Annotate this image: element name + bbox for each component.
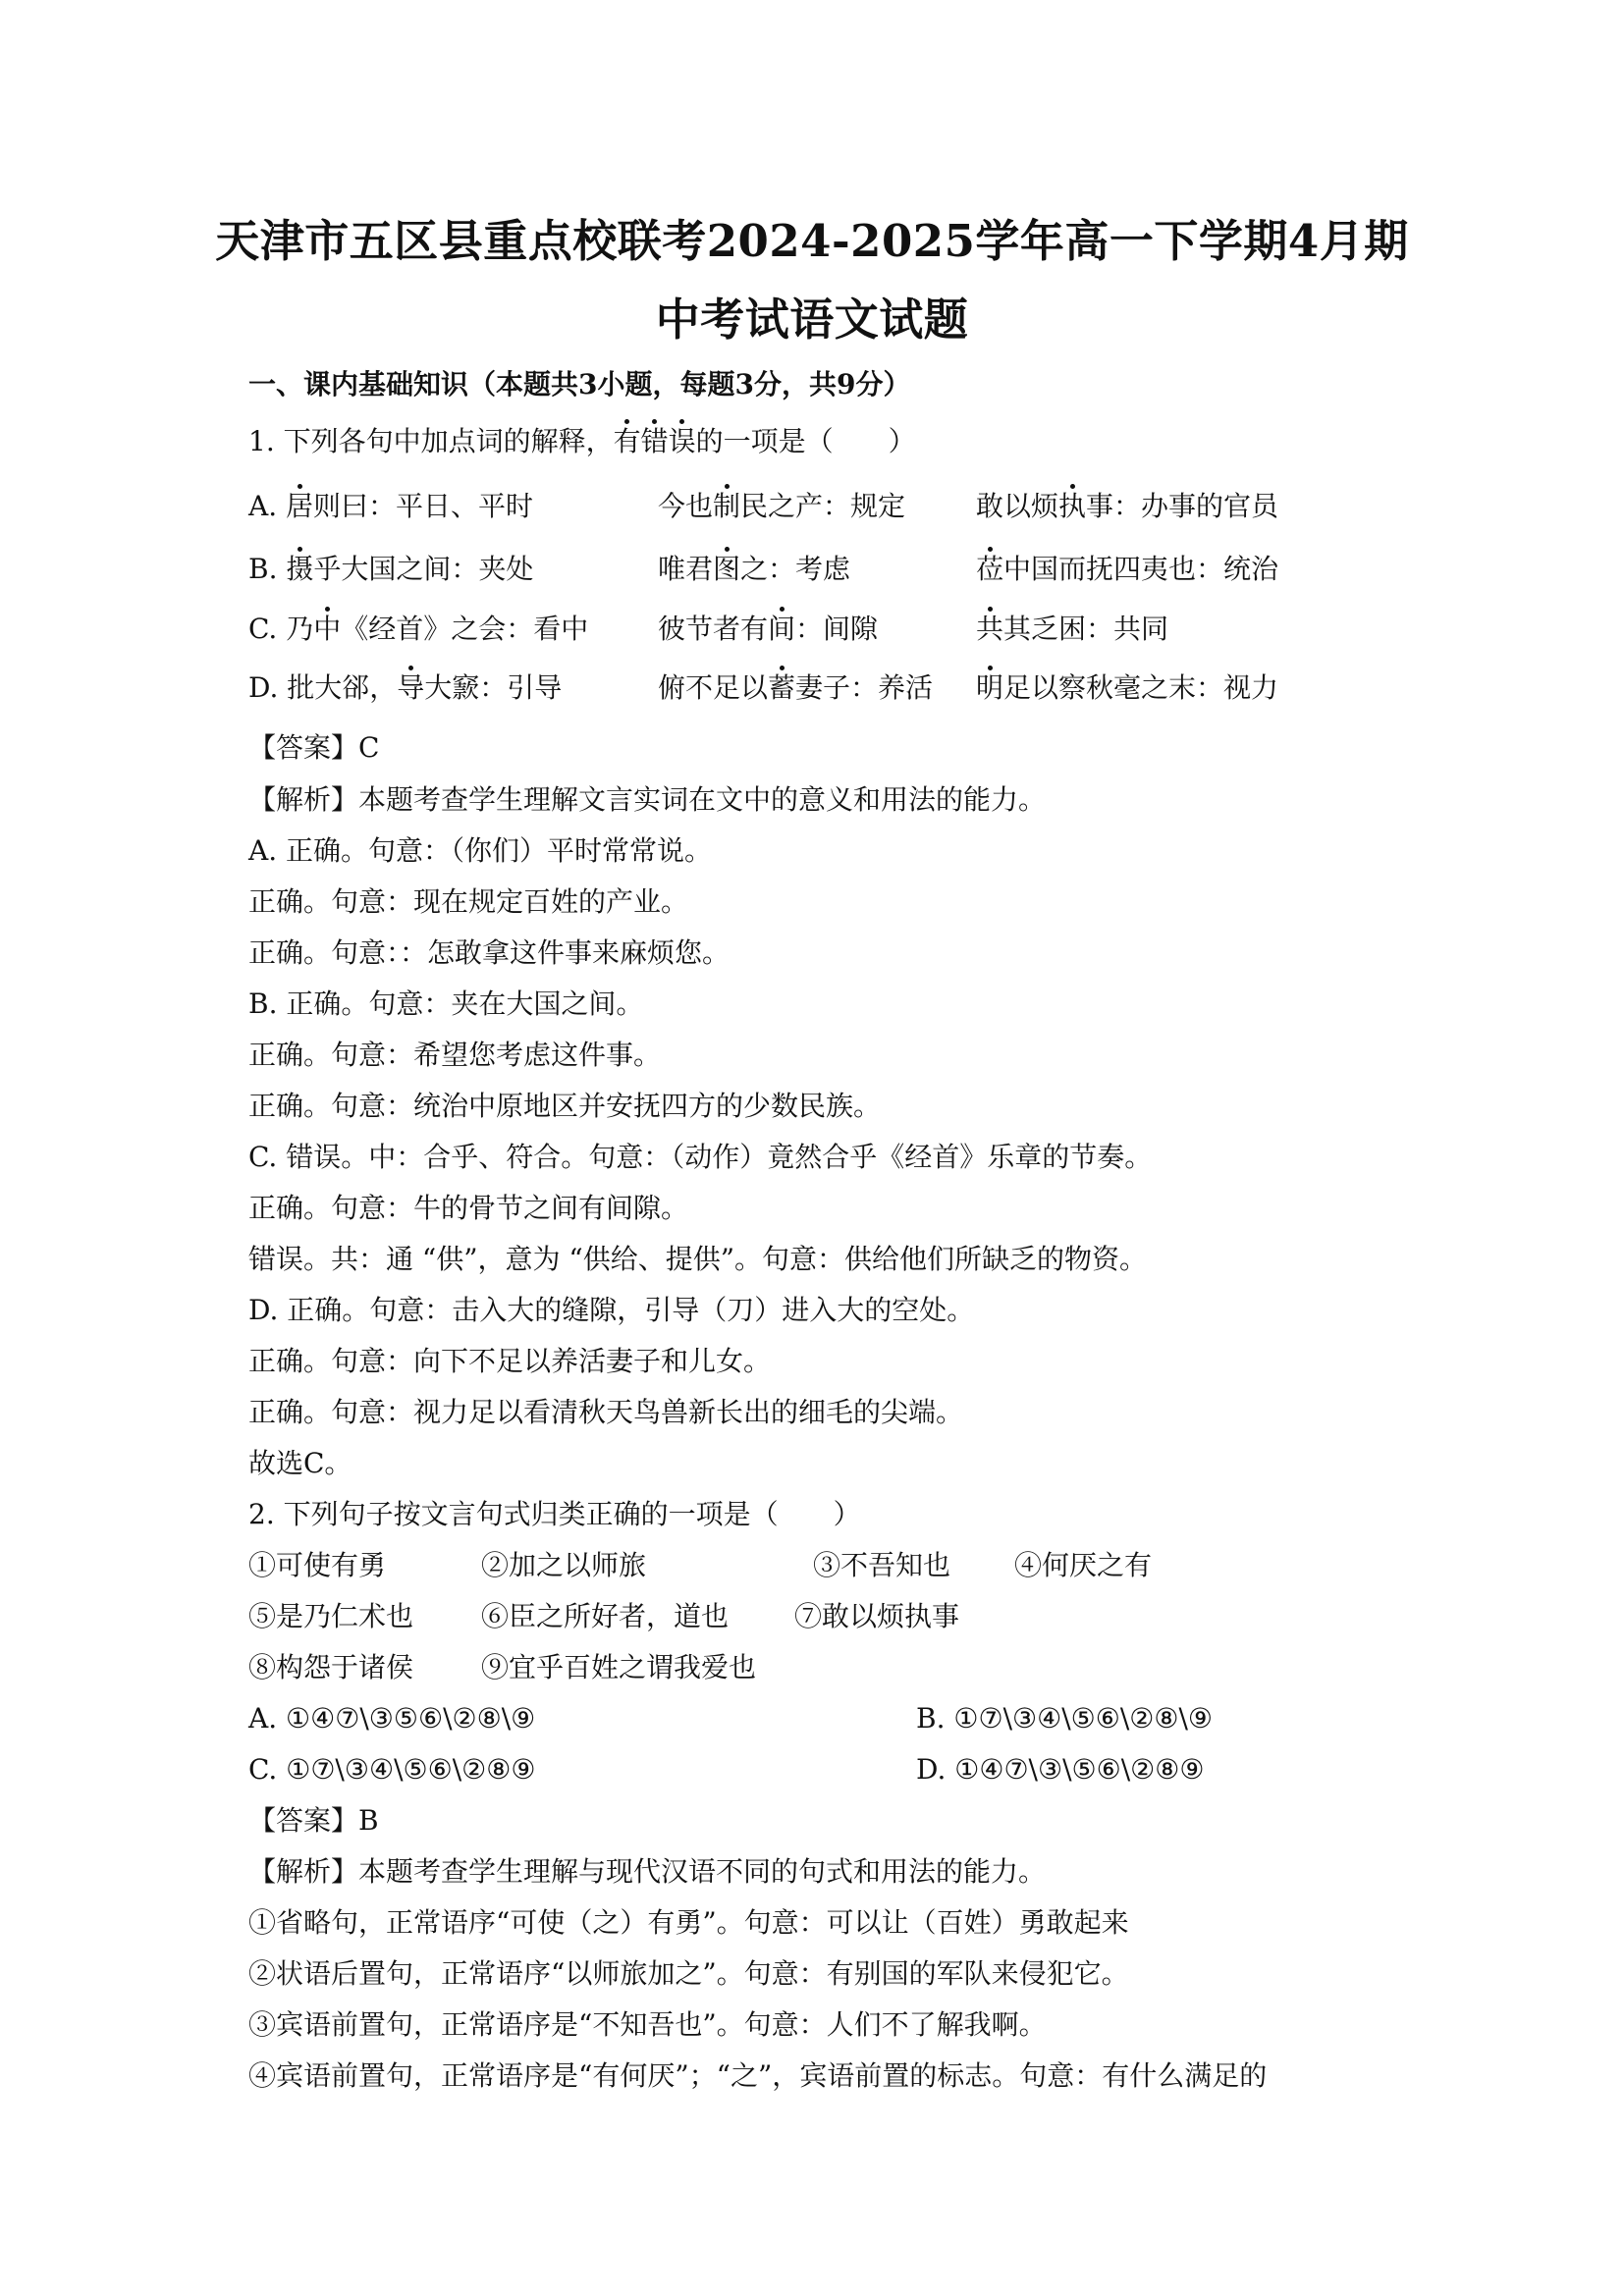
dotted-char: 莅 xyxy=(976,551,1003,588)
question-2-option-b: B. ①⑦\③④\⑤⑥\②⑧\⑨ xyxy=(916,1702,1214,1735)
sentence-item: ④何厌之有 xyxy=(1014,1549,1153,1581)
sentence-item: ⑤是乃仁术也 xyxy=(248,1600,414,1632)
question-1-answer: 【答案】C xyxy=(248,731,380,764)
dotted-char: 中 xyxy=(313,611,341,648)
option-d-item-3: 明足以察秋毫之末：视力 xyxy=(976,669,1278,707)
analysis-line: 正确。句意：现在规定百姓的产业。 xyxy=(248,885,689,918)
dotted-char: 错 xyxy=(641,423,669,460)
question-2-option-c: C. ①⑦\③④\⑤⑥\②⑧⑨ xyxy=(248,1753,536,1786)
sentence-item: ③不吾知也 xyxy=(813,1549,951,1581)
sentence-item: ⑨宜乎百姓之谓我爱也 xyxy=(481,1651,757,1683)
analysis-line: 【解析】本题考查学生理解与现代汉语不同的句式和用法的能力。 xyxy=(248,1855,1047,1888)
option-a-item-3: 敢以烦执事：办事的官员 xyxy=(976,488,1278,525)
analysis-line: 正确。句意：希望您考虑这件事。 xyxy=(248,1039,662,1071)
analysis-line: 【解析】本题考查学生理解文言实词在文中的意义和用法的能力。 xyxy=(248,783,1047,816)
analysis-line: ②状语后置句，正常语序“以师旅加之”。句意：有别国的军队来侵犯它。 xyxy=(248,1957,1129,1990)
analysis-line: ④宾语前置句，正常语序是“有何厌”；“之”，宾语前置的标志。句意：有什么满足的 xyxy=(248,2059,1268,2092)
analysis-line: 正确。句意：向下不足以养活妻子和儿女。 xyxy=(248,1345,772,1377)
dotted-char: 摄 xyxy=(286,551,313,588)
option-a-item-2: 今也制民之产：规定 xyxy=(658,488,905,525)
dotted-char: 明 xyxy=(976,669,1003,707)
analysis-line: A. 正确。句意：（你们）平时常常说。 xyxy=(248,834,713,867)
option-b-item-3: 莅中国而抚四夷也：统治 xyxy=(976,551,1278,588)
sentence-item: ①可使有勇 xyxy=(248,1549,387,1581)
question-1-stem xyxy=(248,423,916,460)
question-2-answer: 【答案】B xyxy=(248,1804,379,1837)
analysis-line: C. 错误。中：合乎、符合。句意：（动作）竟然合乎《经首》乐章的节奏。 xyxy=(248,1141,1153,1173)
dotted-char: 制 xyxy=(713,488,740,525)
option-d-item-1: D. 批大郤，导大窾：引导 xyxy=(248,669,562,707)
option-c-item-3: 共其乏困：共同 xyxy=(976,611,1168,648)
dotted-char: 误 xyxy=(669,423,696,460)
sentence-item: ⑥臣之所好者，道也 xyxy=(481,1600,730,1632)
dotted-char: 导 xyxy=(397,669,424,707)
analysis-line: B. 正确。句意：夹在大国之间。 xyxy=(248,988,644,1020)
sentence-item: ②加之以师旅 xyxy=(481,1549,647,1581)
option-a-item-1: A. 居则曰：平日、平时 xyxy=(248,488,533,525)
analysis-line: 错误。共：通 “供”，意为 “供给、提供”。句意：供给他们所缺乏的物资。 xyxy=(248,1243,1148,1275)
document-title-line-2: 中考试语文试题 xyxy=(655,294,969,346)
analysis-line: D. 正确。句意：击入大的缝隙，引导（刀）进入大的空处。 xyxy=(248,1294,975,1326)
option-c-item-2: 彼节者有间：间隙 xyxy=(658,611,878,648)
question-2-stem: 2. 下列句子按文言句式归类正确的一项是（ ） xyxy=(248,1498,861,1530)
stem-post: 的一项是（ ） xyxy=(695,425,916,457)
option-b-item-1: B. 摄乎大国之间：夹处 xyxy=(248,551,533,588)
option-c-item-1: C. 乃中《经首》之会：看中 xyxy=(248,611,588,648)
section-heading: 一、课内基础知识（本题共3小题，每题3分，共9分） xyxy=(248,368,911,400)
dotted-char: 间 xyxy=(768,611,795,648)
stem-pre: 1. 下列各句中加点词的解释， xyxy=(248,425,614,457)
dotted-char: 有 xyxy=(614,423,641,460)
dotted-char: 蓄 xyxy=(768,669,795,707)
analysis-line: 正确。句意：牛的骨节之间有间隙。 xyxy=(248,1192,689,1224)
question-2-option-d: D. ①④⑦\③\⑤⑥\②⑧⑨ xyxy=(916,1753,1205,1786)
option-d-item-2: 俯不足以蓄妻子：养活 xyxy=(658,669,933,707)
analysis-line: 正确。句意：：怎敢拿这件事来麻烦您。 xyxy=(248,936,731,969)
dotted-char: 图 xyxy=(713,551,740,588)
analysis-line: ①省略句，正常语序“可使（之）有勇”。句意：可以让（百姓）勇敢起来 xyxy=(248,1906,1129,1939)
question-2-option-a: A. ①④⑦\③⑤⑥\②⑧\⑨ xyxy=(248,1702,536,1735)
analysis-line: 故选C。 xyxy=(248,1447,352,1479)
option-b-item-2: 唯君图之：考虑 xyxy=(658,551,850,588)
dotted-char: 共 xyxy=(976,611,1003,648)
sentence-item: ⑦敢以烦执事 xyxy=(794,1600,960,1632)
document-title-line-1: 天津市五区县重点校联考2024-2025学年高一下学期4月期 xyxy=(215,215,1409,267)
analysis-line: ③宾语前置句，正常语序是“不知吾也”。句意：人们不了解我啊。 xyxy=(248,2008,1047,2041)
sentence-item: ⑧构怨于诸侯 xyxy=(248,1651,414,1683)
dotted-char: 居 xyxy=(286,488,313,525)
analysis-line: 正确。句意：视力足以看清秋天鸟兽新长出的细毛的尖端。 xyxy=(248,1396,964,1428)
dotted-char: 执 xyxy=(1058,488,1086,525)
analysis-line: 正确。句意：统治中原地区并安抚四方的少数民族。 xyxy=(248,1090,882,1122)
